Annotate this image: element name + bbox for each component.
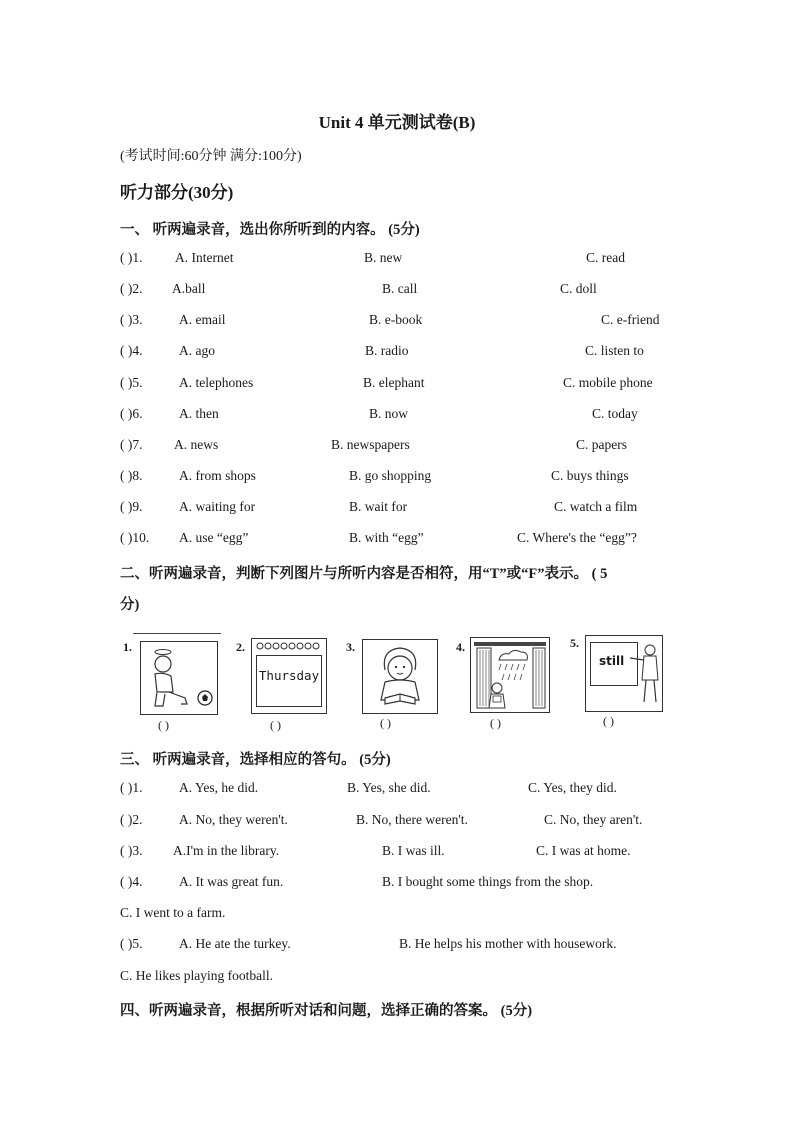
- s1-question-3: [120, 312, 680, 334]
- s1-question-5: [120, 375, 680, 397]
- option-b: B. now: [369, 406, 409, 421]
- s1-question-7: [120, 437, 680, 459]
- option-c: C. buys things: [551, 468, 629, 483]
- option-a: A. from shops: [179, 468, 256, 483]
- picture-5-answer[interactable]: ( ): [603, 714, 614, 728]
- s3-question-3: [120, 843, 680, 865]
- picture-2: [251, 638, 327, 714]
- picture-2-number: 2.: [236, 640, 245, 654]
- calendar-day-text: Thursday: [258, 668, 320, 683]
- option-a: A. telephones: [179, 375, 254, 390]
- exam-info: (考试时间:60分钟 满分:100分): [120, 149, 302, 164]
- teacher-illustration: [586, 636, 662, 711]
- option-b: B. newspapers: [331, 437, 410, 452]
- picture-1-answer[interactable]: ( ): [158, 718, 169, 732]
- picture-2-answer[interactable]: ( ): [270, 718, 281, 732]
- option-c: C. No, they aren't.: [544, 812, 643, 827]
- s3-question-5-option-c: C. He likes playing football.: [120, 968, 273, 983]
- board-word-text: still: [599, 654, 625, 668]
- option-c: C. I was at home.: [536, 843, 631, 858]
- question-number: ( )2.: [120, 281, 143, 296]
- picture-3-answer[interactable]: ( ): [380, 716, 391, 730]
- option-a: A. waiting for: [179, 499, 256, 514]
- option-c: C. today: [592, 406, 638, 421]
- option-b: B. with “egg”: [349, 530, 424, 545]
- s3-question-5: [120, 936, 680, 958]
- option-c: C. papers: [576, 437, 627, 452]
- option-c: C. e-friend: [601, 312, 660, 327]
- s3-question-4-option-c: C. I went to a farm.: [120, 905, 226, 920]
- option-c: C. Where's the “egg”?: [517, 530, 637, 545]
- section1-heading: 一、 听两遍录音，选出你所听到的内容。 (5分): [120, 222, 420, 238]
- s1-question-2: [120, 281, 680, 303]
- girl-reading-illustration: [363, 640, 437, 713]
- option-c: C. read: [586, 250, 625, 265]
- question-number: ( )9.: [120, 499, 143, 514]
- calendar-rings-icon: [252, 639, 326, 653]
- option-b: B. No, there weren't.: [356, 812, 468, 827]
- option-b: B. wait for: [349, 499, 408, 514]
- picture-5: [585, 635, 663, 712]
- s3-question-1: [120, 780, 680, 802]
- s3-question-4: [120, 874, 680, 896]
- option-c: C. listen to: [585, 343, 644, 358]
- picture-5-number: 5.: [570, 636, 579, 650]
- s1-question-1: [120, 250, 680, 272]
- s1-question-10: [120, 530, 680, 552]
- option-c: C. mobile phone: [563, 375, 653, 390]
- picture-3-number: 3.: [346, 640, 355, 654]
- picture-1: [140, 641, 218, 715]
- section4-heading: 四、听两遍录音，根据所听对话和问题，选择正确的答案。 (5分): [120, 1003, 533, 1019]
- divider: [133, 633, 221, 634]
- option-a: A.ball: [172, 281, 206, 296]
- option-a: A. It was great fun.: [179, 874, 284, 889]
- option-a: A. then: [179, 406, 219, 421]
- question-number: ( )10.: [120, 530, 150, 545]
- rainy-window-illustration: [471, 638, 549, 712]
- section2-heading-cont: 分): [120, 597, 140, 613]
- question-number: ( )1.: [120, 780, 143, 795]
- picture-4-number: 4.: [456, 640, 465, 654]
- s1-question-8: [120, 468, 680, 490]
- option-b: B. He helps his mother with housework.: [399, 936, 617, 951]
- question-number: ( )4.: [120, 874, 143, 889]
- part-heading: 听力部分(30分): [120, 183, 234, 202]
- option-b: B. call: [382, 281, 418, 296]
- option-b: B. go shopping: [349, 468, 432, 483]
- page-title: Unit 4 单元测试卷(B): [318, 113, 476, 132]
- s1-question-4: [120, 343, 680, 365]
- option-b: B. I was ill.: [382, 843, 445, 858]
- boy-with-ball-illustration: [141, 642, 217, 714]
- question-number: ( )5.: [120, 375, 143, 390]
- option-c: C. doll: [560, 281, 597, 296]
- option-b: B. elephant: [363, 375, 425, 390]
- question-number: ( )5.: [120, 936, 143, 951]
- option-b: B. new: [364, 250, 403, 265]
- option-a: A. He ate the turkey.: [179, 936, 291, 951]
- question-number: ( )2.: [120, 812, 143, 827]
- option-a: A. Yes, he did.: [179, 780, 259, 795]
- question-number: ( )6.: [120, 406, 143, 421]
- option-b: B. I bought some things from the shop.: [382, 874, 594, 889]
- s1-question-9: [120, 499, 680, 521]
- option-b: B. e-book: [369, 312, 423, 327]
- option-c: C. Yes, they did.: [528, 780, 617, 795]
- question-number: ( )8.: [120, 468, 143, 483]
- option-a: A. No, they weren't.: [179, 812, 288, 827]
- option-b: B. Yes, she did.: [347, 780, 431, 795]
- option-a: A. email: [179, 312, 226, 327]
- option-c: C. watch a film: [554, 499, 638, 514]
- s3-question-2: [120, 812, 680, 834]
- s1-question-6: [120, 406, 680, 428]
- question-number: ( )3.: [120, 843, 143, 858]
- option-a: A. Internet: [175, 250, 234, 265]
- option-a: A. use “egg”: [179, 530, 249, 545]
- picture-1-number: 1.: [123, 640, 132, 654]
- section3-heading: 三、 听两遍录音，选择相应的答句。 (5分): [120, 752, 391, 768]
- question-number: ( )7.: [120, 437, 143, 452]
- question-number: ( )1.: [120, 250, 143, 265]
- question-number: ( )3.: [120, 312, 143, 327]
- option-a: A.I'm in the library.: [173, 843, 280, 858]
- picture-3: [362, 639, 438, 714]
- option-a: A. news: [174, 437, 219, 452]
- picture-4: [470, 637, 550, 713]
- question-number: ( )4.: [120, 343, 143, 358]
- option-a: A. ago: [179, 343, 215, 358]
- picture-4-answer[interactable]: ( ): [490, 716, 501, 730]
- option-b: B. radio: [365, 343, 409, 358]
- section2-heading: 二、听两遍录音，判断下列图片与所听内容是否相符，用“T”或“F”表示。 ( 5: [120, 566, 608, 582]
